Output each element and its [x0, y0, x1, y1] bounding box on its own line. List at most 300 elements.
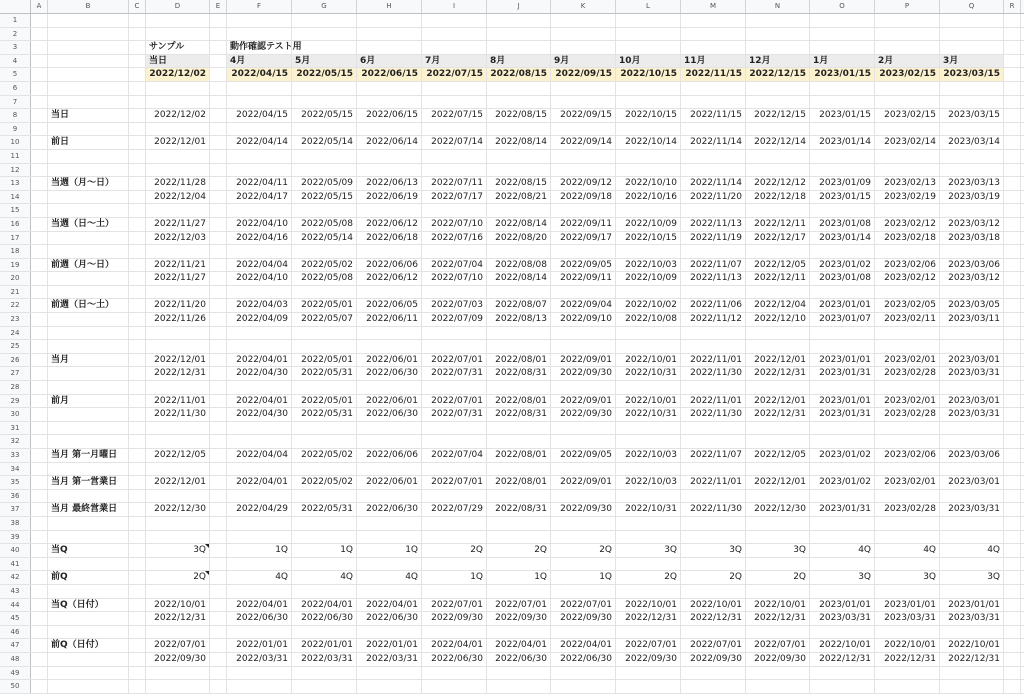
cell-d3[interactable]: サンプル — [146, 41, 210, 54]
cell-i36[interactable] — [422, 490, 487, 503]
cell-m48[interactable]: 2022/09/30 — [681, 653, 746, 666]
cell-r27[interactable] — [1004, 367, 1021, 380]
cell-c1[interactable] — [129, 14, 146, 27]
row-number[interactable]: 1 — [0, 14, 31, 27]
cell-n2[interactable] — [746, 28, 810, 41]
cell-i3[interactable] — [422, 41, 487, 54]
cell-j38[interactable] — [487, 517, 551, 530]
cell-c16[interactable] — [129, 218, 146, 231]
cell-f7[interactable] — [227, 96, 292, 109]
cell-n40[interactable]: 3Q — [746, 544, 810, 557]
cell-i43[interactable] — [422, 585, 487, 598]
cell-i34[interactable] — [422, 463, 487, 476]
cell-q15[interactable] — [940, 204, 1004, 217]
row-number[interactable]: 23 — [0, 313, 31, 326]
cell-j32[interactable] — [487, 435, 551, 448]
cell-h26[interactable]: 2022/06/01 — [357, 354, 422, 367]
row-number[interactable]: 16 — [0, 218, 31, 231]
cell-l3[interactable] — [616, 41, 681, 54]
cell-a6[interactable] — [31, 82, 48, 95]
cell-q20[interactable]: 2023/03/12 — [940, 272, 1004, 285]
cell-p41[interactable] — [875, 558, 940, 571]
column-header-i[interactable]: I — [422, 0, 487, 13]
cell-a39[interactable] — [31, 531, 48, 544]
cell-i33[interactable]: 2022/07/04 — [422, 449, 487, 462]
cell-o22[interactable]: 2023/01/01 — [810, 299, 875, 312]
cell-n36[interactable] — [746, 490, 810, 503]
cell-f31[interactable] — [227, 422, 292, 435]
cell-e4[interactable] — [210, 55, 227, 68]
cell-k8[interactable]: 2022/09/15 — [551, 109, 616, 122]
cell-a22[interactable] — [31, 299, 48, 312]
cell-p24[interactable] — [875, 327, 940, 340]
cell-i22[interactable]: 2022/07/03 — [422, 299, 487, 312]
cell-m18[interactable] — [681, 245, 746, 258]
cell-e38[interactable] — [210, 517, 227, 530]
cell-j35[interactable]: 2022/08/01 — [487, 476, 551, 489]
cell-k1[interactable] — [551, 14, 616, 27]
cell-g40[interactable]: 1Q — [292, 544, 357, 557]
cell-j21[interactable] — [487, 286, 551, 299]
cell-l49[interactable] — [616, 667, 681, 680]
cell-q9[interactable] — [940, 123, 1004, 136]
cell-o33[interactable]: 2023/01/02 — [810, 449, 875, 462]
cell-k15[interactable] — [551, 204, 616, 217]
cell-h45[interactable]: 2022/06/30 — [357, 612, 422, 625]
cell-e37[interactable] — [210, 503, 227, 516]
cell-r33[interactable] — [1004, 449, 1021, 462]
cell-h34[interactable] — [357, 463, 422, 476]
cell-l1[interactable] — [616, 14, 681, 27]
cell-k37[interactable]: 2022/09/30 — [551, 503, 616, 516]
cell-p35[interactable]: 2023/02/01 — [875, 476, 940, 489]
cell-j44[interactable]: 2022/07/01 — [487, 599, 551, 612]
cell-m43[interactable] — [681, 585, 746, 598]
cell-c3[interactable] — [129, 41, 146, 54]
cell-i6[interactable] — [422, 82, 487, 95]
cell-e43[interactable] — [210, 585, 227, 598]
cell-h11[interactable] — [357, 150, 422, 163]
cell-p43[interactable] — [875, 585, 940, 598]
column-header-m[interactable]: M — [681, 0, 746, 13]
cell-g31[interactable] — [292, 422, 357, 435]
cell-k19[interactable]: 2022/09/05 — [551, 259, 616, 272]
cell-i1[interactable] — [422, 14, 487, 27]
cell-m46[interactable] — [681, 626, 746, 639]
cell-j19[interactable]: 2022/08/08 — [487, 259, 551, 272]
cell-l32[interactable] — [616, 435, 681, 448]
cell-a38[interactable] — [31, 517, 48, 530]
cell-p44[interactable]: 2023/01/01 — [875, 599, 940, 612]
cell-o30[interactable]: 2023/01/31 — [810, 408, 875, 421]
cell-d16[interactable]: 2022/11/27 — [146, 218, 210, 231]
cell-c39[interactable] — [129, 531, 146, 544]
cell-r12[interactable] — [1004, 164, 1021, 177]
cell-m38[interactable] — [681, 517, 746, 530]
cell-l43[interactable] — [616, 585, 681, 598]
column-header-k[interactable]: K — [551, 0, 616, 13]
cell-d26[interactable]: 2022/12/01 — [146, 354, 210, 367]
cell-q40[interactable]: 4Q — [940, 544, 1004, 557]
cell-f36[interactable] — [227, 490, 292, 503]
cell-o45[interactable]: 2023/03/31 — [810, 612, 875, 625]
cell-k43[interactable] — [551, 585, 616, 598]
cell-p5[interactable]: 2023/02/15 — [875, 68, 940, 81]
cell-b48[interactable] — [48, 653, 129, 666]
cell-k46[interactable] — [551, 626, 616, 639]
cell-a44[interactable] — [31, 599, 48, 612]
cell-i40[interactable]: 2Q — [422, 544, 487, 557]
cell-k10[interactable]: 2022/09/14 — [551, 136, 616, 149]
cell-o49[interactable] — [810, 667, 875, 680]
cell-q7[interactable] — [940, 96, 1004, 109]
cell-m39[interactable] — [681, 531, 746, 544]
cell-b42[interactable]: 前Q — [48, 571, 129, 584]
cell-e32[interactable] — [210, 435, 227, 448]
cell-e46[interactable] — [210, 626, 227, 639]
row-number[interactable]: 49 — [0, 667, 31, 680]
cell-r44[interactable] — [1004, 599, 1021, 612]
cell-n10[interactable]: 2022/12/14 — [746, 136, 810, 149]
cell-k20[interactable]: 2022/09/11 — [551, 272, 616, 285]
cell-d38[interactable] — [146, 517, 210, 530]
cell-n50[interactable] — [746, 680, 810, 693]
cell-q16[interactable]: 2023/03/12 — [940, 218, 1004, 231]
cell-o2[interactable] — [810, 28, 875, 41]
cell-d20[interactable]: 2022/11/27 — [146, 272, 210, 285]
cell-r35[interactable] — [1004, 476, 1021, 489]
cell-m44[interactable]: 2022/10/01 — [681, 599, 746, 612]
cell-b27[interactable] — [48, 367, 129, 380]
cell-j5[interactable]: 2022/08/15 — [487, 68, 551, 81]
cell-n32[interactable] — [746, 435, 810, 448]
cell-a32[interactable] — [31, 435, 48, 448]
cell-e25[interactable] — [210, 340, 227, 353]
cell-c36[interactable] — [129, 490, 146, 503]
cell-f11[interactable] — [227, 150, 292, 163]
cell-j4[interactable]: 8月 — [487, 55, 551, 68]
cell-c47[interactable] — [129, 639, 146, 652]
cell-h3[interactable] — [357, 41, 422, 54]
column-header-p[interactable]: P — [875, 0, 940, 13]
cell-n45[interactable]: 2022/12/31 — [746, 612, 810, 625]
cell-d49[interactable] — [146, 667, 210, 680]
cell-d14[interactable]: 2022/12/04 — [146, 191, 210, 204]
cell-m7[interactable] — [681, 96, 746, 109]
cell-i35[interactable]: 2022/07/01 — [422, 476, 487, 489]
cell-q41[interactable] — [940, 558, 1004, 571]
cell-q28[interactable] — [940, 381, 1004, 394]
row-number[interactable]: 8 — [0, 109, 31, 122]
row-number[interactable]: 17 — [0, 232, 31, 245]
cell-e48[interactable] — [210, 653, 227, 666]
cell-e45[interactable] — [210, 612, 227, 625]
cell-e7[interactable] — [210, 96, 227, 109]
cell-g49[interactable] — [292, 667, 357, 680]
cell-j16[interactable]: 2022/08/14 — [487, 218, 551, 231]
cell-q1[interactable] — [940, 14, 1004, 27]
cell-a47[interactable] — [31, 639, 48, 652]
cell-k35[interactable]: 2022/09/01 — [551, 476, 616, 489]
cell-e34[interactable] — [210, 463, 227, 476]
cell-a30[interactable] — [31, 408, 48, 421]
cell-j27[interactable]: 2022/08/31 — [487, 367, 551, 380]
cell-f25[interactable] — [227, 340, 292, 353]
cell-r37[interactable] — [1004, 503, 1021, 516]
cell-o5[interactable]: 2023/01/15 — [810, 68, 875, 81]
row-number[interactable]: 10 — [0, 136, 31, 149]
cell-e40[interactable] — [210, 544, 227, 557]
cell-l20[interactable]: 2022/10/09 — [616, 272, 681, 285]
cell-e47[interactable] — [210, 639, 227, 652]
cell-n44[interactable]: 2022/10/01 — [746, 599, 810, 612]
cell-o43[interactable] — [810, 585, 875, 598]
cell-r1[interactable] — [1004, 14, 1021, 27]
cell-i2[interactable] — [422, 28, 487, 41]
cell-c19[interactable] — [129, 259, 146, 272]
cell-j7[interactable] — [487, 96, 551, 109]
cell-g32[interactable] — [292, 435, 357, 448]
cell-q19[interactable]: 2023/03/06 — [940, 259, 1004, 272]
column-header-d[interactable]: D — [146, 0, 210, 13]
column-header-h[interactable]: H — [357, 0, 422, 13]
cell-h28[interactable] — [357, 381, 422, 394]
cell-o15[interactable] — [810, 204, 875, 217]
cell-h36[interactable] — [357, 490, 422, 503]
cell-f13[interactable]: 2022/04/11 — [227, 177, 292, 190]
cell-n20[interactable]: 2022/12/11 — [746, 272, 810, 285]
cell-n27[interactable]: 2022/12/31 — [746, 367, 810, 380]
cell-k44[interactable]: 2022/07/01 — [551, 599, 616, 612]
cell-a23[interactable] — [31, 313, 48, 326]
cell-b43[interactable] — [48, 585, 129, 598]
cell-a2[interactable] — [31, 28, 48, 41]
cell-o1[interactable] — [810, 14, 875, 27]
cell-d1[interactable] — [146, 14, 210, 27]
cell-q6[interactable] — [940, 82, 1004, 95]
cell-c10[interactable] — [129, 136, 146, 149]
cell-r7[interactable] — [1004, 96, 1021, 109]
cell-p4[interactable]: 2月 — [875, 55, 940, 68]
cell-f35[interactable]: 2022/04/01 — [227, 476, 292, 489]
cell-d39[interactable] — [146, 531, 210, 544]
cell-l37[interactable]: 2022/10/31 — [616, 503, 681, 516]
cell-g50[interactable] — [292, 680, 357, 693]
cell-a45[interactable] — [31, 612, 48, 625]
cell-n39[interactable] — [746, 531, 810, 544]
cell-m24[interactable] — [681, 327, 746, 340]
cell-d47[interactable]: 2022/07/01 — [146, 639, 210, 652]
cell-k39[interactable] — [551, 531, 616, 544]
cell-q44[interactable]: 2023/01/01 — [940, 599, 1004, 612]
cell-q13[interactable]: 2023/03/13 — [940, 177, 1004, 190]
cell-o47[interactable]: 2022/10/01 — [810, 639, 875, 652]
cell-b15[interactable] — [48, 204, 129, 217]
cell-f30[interactable]: 2022/04/30 — [227, 408, 292, 421]
cell-l40[interactable]: 3Q — [616, 544, 681, 557]
cell-l16[interactable]: 2022/10/09 — [616, 218, 681, 231]
cell-i12[interactable] — [422, 164, 487, 177]
cell-o27[interactable]: 2023/01/31 — [810, 367, 875, 380]
cell-p13[interactable]: 2023/02/13 — [875, 177, 940, 190]
column-header-a[interactable]: A — [31, 0, 48, 13]
cell-a21[interactable] — [31, 286, 48, 299]
cell-m49[interactable] — [681, 667, 746, 680]
cell-h4[interactable]: 6月 — [357, 55, 422, 68]
cell-g42[interactable]: 4Q — [292, 571, 357, 584]
cell-a36[interactable] — [31, 490, 48, 503]
cell-k18[interactable] — [551, 245, 616, 258]
cell-q43[interactable] — [940, 585, 1004, 598]
cell-a24[interactable] — [31, 327, 48, 340]
cell-g18[interactable] — [292, 245, 357, 258]
cell-n31[interactable] — [746, 422, 810, 435]
cell-n41[interactable] — [746, 558, 810, 571]
cell-a4[interactable] — [31, 55, 48, 68]
cell-c7[interactable] — [129, 96, 146, 109]
row-number[interactable]: 34 — [0, 463, 31, 476]
cell-a19[interactable] — [31, 259, 48, 272]
row-number[interactable]: 20 — [0, 272, 31, 285]
cell-l17[interactable]: 2022/10/15 — [616, 232, 681, 245]
cell-q34[interactable] — [940, 463, 1004, 476]
cell-b35[interactable]: 当月 第一営業日 — [48, 476, 129, 489]
cell-d29[interactable]: 2022/11/01 — [146, 395, 210, 408]
cell-h21[interactable] — [357, 286, 422, 299]
cell-e17[interactable] — [210, 232, 227, 245]
row-number[interactable]: 7 — [0, 96, 31, 109]
cell-l35[interactable]: 2022/10/03 — [616, 476, 681, 489]
cell-m4[interactable]: 11月 — [681, 55, 746, 68]
cell-o6[interactable] — [810, 82, 875, 95]
cell-c49[interactable] — [129, 667, 146, 680]
cell-h7[interactable] — [357, 96, 422, 109]
cell-r3[interactable] — [1004, 41, 1021, 54]
cell-e16[interactable] — [210, 218, 227, 231]
cell-l15[interactable] — [616, 204, 681, 217]
cell-f5[interactable]: 2022/04/15 — [227, 68, 292, 81]
cell-c15[interactable] — [129, 204, 146, 217]
cell-b9[interactable] — [48, 123, 129, 136]
cell-q11[interactable] — [940, 150, 1004, 163]
cell-r36[interactable] — [1004, 490, 1021, 503]
cell-n12[interactable] — [746, 164, 810, 177]
cell-r2[interactable] — [1004, 28, 1021, 41]
cell-p14[interactable]: 2023/02/19 — [875, 191, 940, 204]
cell-j17[interactable]: 2022/08/20 — [487, 232, 551, 245]
cell-f24[interactable] — [227, 327, 292, 340]
cell-p1[interactable] — [875, 14, 940, 27]
cell-c18[interactable] — [129, 245, 146, 258]
cell-q49[interactable] — [940, 667, 1004, 680]
row-number[interactable]: 2 — [0, 28, 31, 41]
cell-m25[interactable] — [681, 340, 746, 353]
cell-g41[interactable] — [292, 558, 357, 571]
cell-g33[interactable]: 2022/05/02 — [292, 449, 357, 462]
row-number[interactable]: 50 — [0, 680, 31, 693]
cell-c38[interactable] — [129, 517, 146, 530]
cell-d22[interactable]: 2022/11/20 — [146, 299, 210, 312]
cell-e35[interactable] — [210, 476, 227, 489]
cell-p47[interactable]: 2022/10/01 — [875, 639, 940, 652]
cell-o39[interactable] — [810, 531, 875, 544]
cell-q33[interactable]: 2023/03/06 — [940, 449, 1004, 462]
cell-m34[interactable] — [681, 463, 746, 476]
cell-g6[interactable] — [292, 82, 357, 95]
cell-m2[interactable] — [681, 28, 746, 41]
cell-b34[interactable] — [48, 463, 129, 476]
cell-i42[interactable]: 1Q — [422, 571, 487, 584]
cell-m31[interactable] — [681, 422, 746, 435]
cell-k6[interactable] — [551, 82, 616, 95]
cell-o34[interactable] — [810, 463, 875, 476]
cell-l46[interactable] — [616, 626, 681, 639]
cell-g10[interactable]: 2022/05/14 — [292, 136, 357, 149]
cell-e1[interactable] — [210, 14, 227, 27]
cell-h47[interactable]: 2022/01/01 — [357, 639, 422, 652]
row-number[interactable]: 40 — [0, 544, 31, 557]
cell-h39[interactable] — [357, 531, 422, 544]
cell-c12[interactable] — [129, 164, 146, 177]
column-header-q[interactable]: Q — [940, 0, 1004, 13]
cell-p12[interactable] — [875, 164, 940, 177]
cell-g3[interactable] — [292, 41, 357, 54]
cell-r16[interactable] — [1004, 218, 1021, 231]
cell-m20[interactable]: 2022/11/13 — [681, 272, 746, 285]
cell-f20[interactable]: 2022/04/10 — [227, 272, 292, 285]
cell-e41[interactable] — [210, 558, 227, 571]
cell-c48[interactable] — [129, 653, 146, 666]
cell-h42[interactable]: 4Q — [357, 571, 422, 584]
cell-f44[interactable]: 2022/04/01 — [227, 599, 292, 612]
cell-o4[interactable]: 1月 — [810, 55, 875, 68]
cell-p20[interactable]: 2023/02/12 — [875, 272, 940, 285]
cell-i23[interactable]: 2022/07/09 — [422, 313, 487, 326]
cell-d24[interactable] — [146, 327, 210, 340]
cell-q26[interactable]: 2023/03/01 — [940, 354, 1004, 367]
cell-g5[interactable]: 2022/05/15 — [292, 68, 357, 81]
cell-g34[interactable] — [292, 463, 357, 476]
cell-q2[interactable] — [940, 28, 1004, 41]
cell-f37[interactable]: 2022/04/29 — [227, 503, 292, 516]
cell-l47[interactable]: 2022/07/01 — [616, 639, 681, 652]
cell-b26[interactable]: 当月 — [48, 354, 129, 367]
cell-c20[interactable] — [129, 272, 146, 285]
cell-r15[interactable] — [1004, 204, 1021, 217]
cell-e21[interactable] — [210, 286, 227, 299]
cell-m41[interactable] — [681, 558, 746, 571]
cell-h18[interactable] — [357, 245, 422, 258]
cell-r42[interactable] — [1004, 571, 1021, 584]
cell-m40[interactable]: 3Q — [681, 544, 746, 557]
cell-f28[interactable] — [227, 381, 292, 394]
cell-q46[interactable] — [940, 626, 1004, 639]
cell-c24[interactable] — [129, 327, 146, 340]
cell-n46[interactable] — [746, 626, 810, 639]
cell-g35[interactable]: 2022/05/02 — [292, 476, 357, 489]
cell-r49[interactable] — [1004, 667, 1021, 680]
cell-q29[interactable]: 2023/03/01 — [940, 395, 1004, 408]
cell-r26[interactable] — [1004, 354, 1021, 367]
row-number[interactable]: 27 — [0, 367, 31, 380]
cell-f29[interactable]: 2022/04/01 — [227, 395, 292, 408]
cell-r18[interactable] — [1004, 245, 1021, 258]
cell-e29[interactable] — [210, 395, 227, 408]
cell-a18[interactable] — [31, 245, 48, 258]
cell-e13[interactable] — [210, 177, 227, 190]
cell-b16[interactable]: 当週（日〜土） — [48, 218, 129, 231]
column-header-o[interactable]: O — [810, 0, 875, 13]
